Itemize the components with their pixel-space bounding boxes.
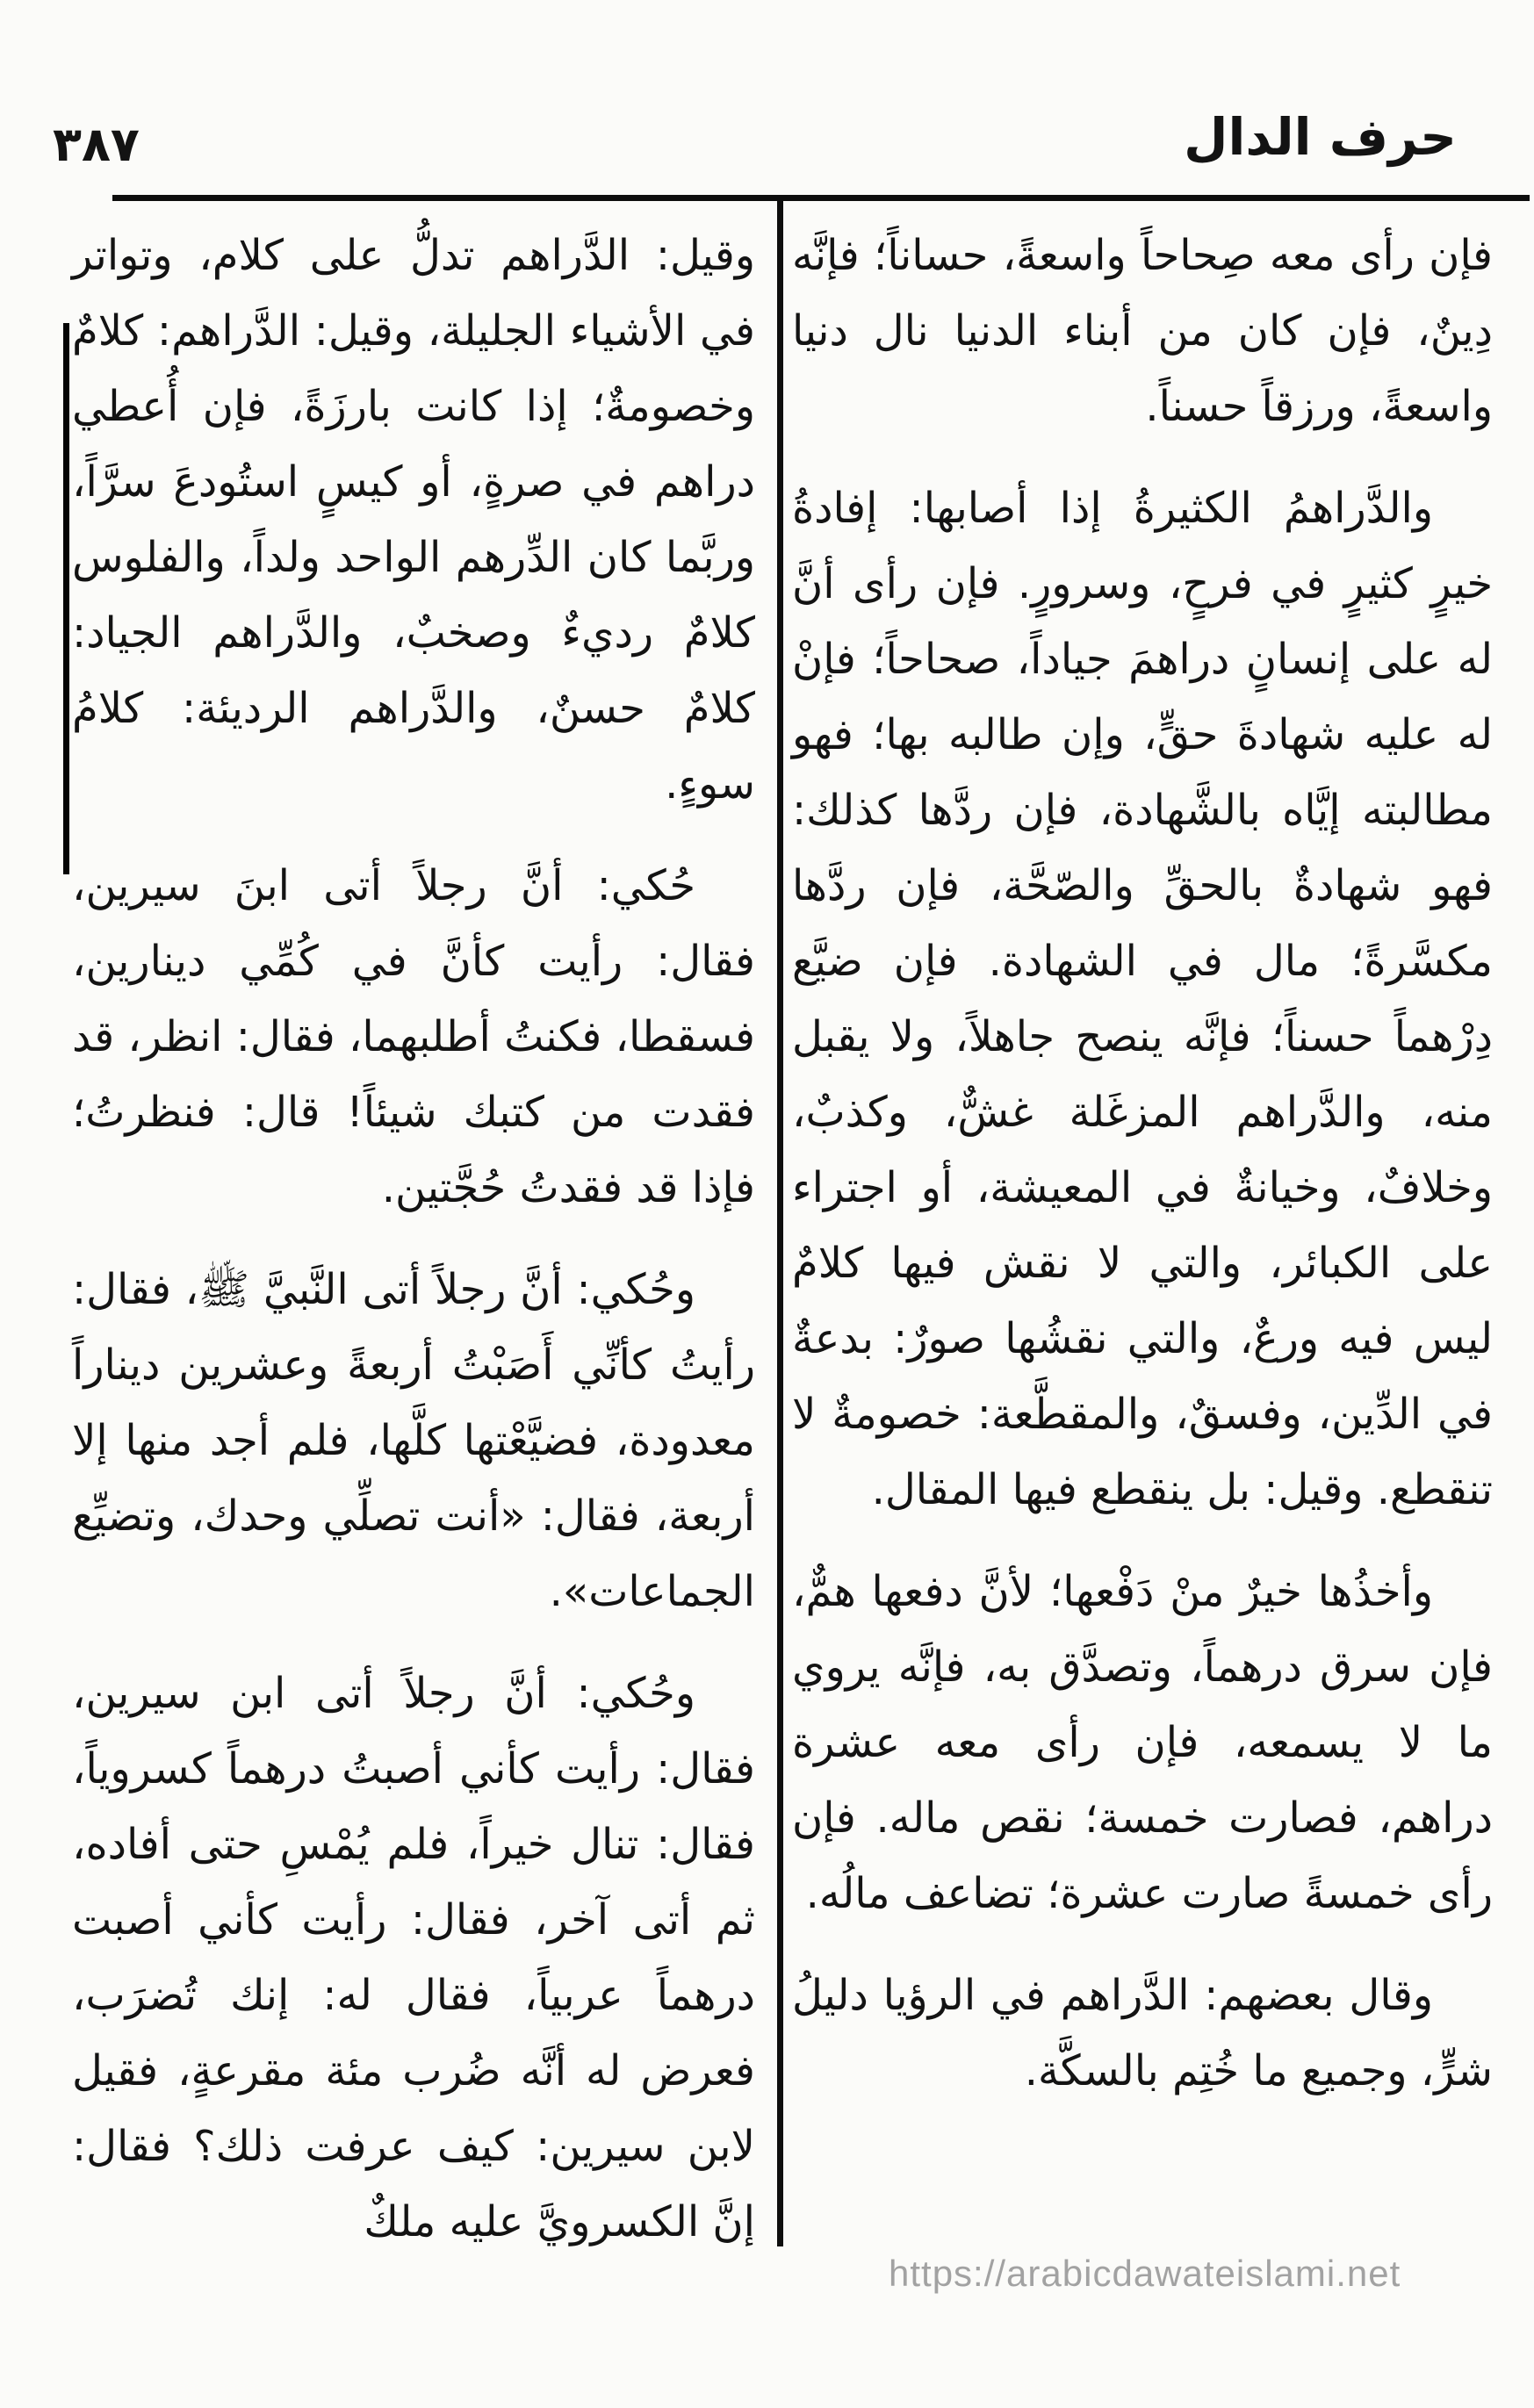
paragraph: وقال بعضهم: الدَّراهم في الرؤيا دليلُ شرٍّ، وجميع ما خُتِم بالسكَّة. [792,1971,1493,2095]
scan-artifact-line [63,323,69,874]
paragraph: حُكي: أنَّ رجلاً أتى ابنَ سيرين، فقال: رأيت كأنَّ في كُمِّي دينارين، فسقطا، فكنتُ أطلبهما، فقال: انظر، قد فقدت من كتبك شيئاً! قال: فنظرتُ؛ فإذا قد فقدتُ حُجَّتين. [72,861,755,1212]
paragraph: وقيل: الدَّراهم تدلُّ على كلام، وتواتر في الأشياء الجليلة، وقيل: الدَّراهم: كلامٌ وخصومةٌ؛ إذا كانت بارزَةً، فإن أُعطي دراهم في صرةٍ، أو كيسٍ استُودعَ سرَّاً، وربَّما كان الدِّرهم الواحد ولداً، والفلوس كلامٌ رديءٌ وصخبٌ، والدَّراهم الجياد: كلامٌ حسنٌ، والدَّراهم الرديئة: كلامُ سوءٍ. [72,231,755,809]
column-divider [777,201,783,2246]
left-column [72,218,755,2286]
chapter-title: حرف الدال [1184,107,1457,167]
paragraph: فإن رأى معه صِحاحاً واسعةً، حساناً؛ فإنَّه دِينٌ، فإن كان من أبناء الدنيا نال دنيا واسعةً، ورزقاً حسناً. [792,231,1493,431]
paragraph: والدَّراهمُ الكثيرةُ إذا أصابها: إفادةُ خيرٍ كثيرٍ في فرحٍ، وسرورٍ. فإن رأى أنَّ له على إنسانٍ دراهمَ جياداً، صحاحاً؛ فإنْ له عليه شهادةَ حقٍّ، وإن طالبه بها؛ فهو مطالبته إيَّاه بالشَّهادة، فإن ردَّها كذلك: فهو شهادةٌ بالحقِّ والصّحَّة، فإن ردَّها مكسَّرةً؛ مال في الشهادة. فإن ضيَّع دِرْهماً حسناً؛ فإنَّه ينصح جاهلاً، ولا يقبل منه، والدَّراهم المزغَلة غشٌّ، وكذبٌ، وخلافٌ، وخيانةٌ في المعيشة، أو اجتراء على الكبائر، والتي لا نقش فيها كلامٌ ليس فيه ورعٌ، والتي نقشُها صورٌ: بدعةٌ في الدِّين، وفسقٌ، والمقطَّعة: خصومةٌ لا تنقطع. وقيل: بل ينقطع فيها المقال. [792,484,1493,1514]
watermark-url: https://arabicdawateislami.net [889,2253,1401,2294]
paragraph: وأخذُها خيرٌ منْ دَفْعها؛ لأنَّ دفعها همٌّ، فإن سرق درهماً، وتصدَّق به، فإنَّه يروي ما لا يسمعه، فإن رأى معه عشرة دراهم، فصارت خمسة؛ نقص ماله. فإن رأى خمسةً صارت عشرة؛ تضاعف مالُه. [792,1567,1493,1918]
paragraph: وحُكي: أنَّ رجلاً أتى ابن سيرين، فقال: رأيت كأني أصبتُ درهماً كسروياً، فقال: تنال خيراً، فلم يُمْسِ حتى أفاده، ثم أتى آخر، فقال: رأيت كأني أصبت درهماً عربياً، فقال له: إنك تُضرَب، فعرض له أنَّه ضُرب مئة مقرعةٍ، فقيل لابن سيرين: كيف عرفت ذلك؟ فقال: إنَّ الكسرويَّ عليه ملكٌ [72,1669,755,2246]
paragraph: وحُكي: أنَّ رجلاً أتى النَّبيَّ ﷺ، فقال: رأيتُ كأنِّي أَصَبْتُ أربعةً وعشرين ديناراً معدودة، فضيَّعْتها كلَّها، فلم أجد منها إلا أربعة، فقال: «أنت تصلِّي وحدك، وتضيِّع الجماعات». [72,1265,755,1616]
header-rule [112,195,1530,201]
page-number: ٣٨٧ [53,117,140,172]
right-column [792,218,1493,2135]
